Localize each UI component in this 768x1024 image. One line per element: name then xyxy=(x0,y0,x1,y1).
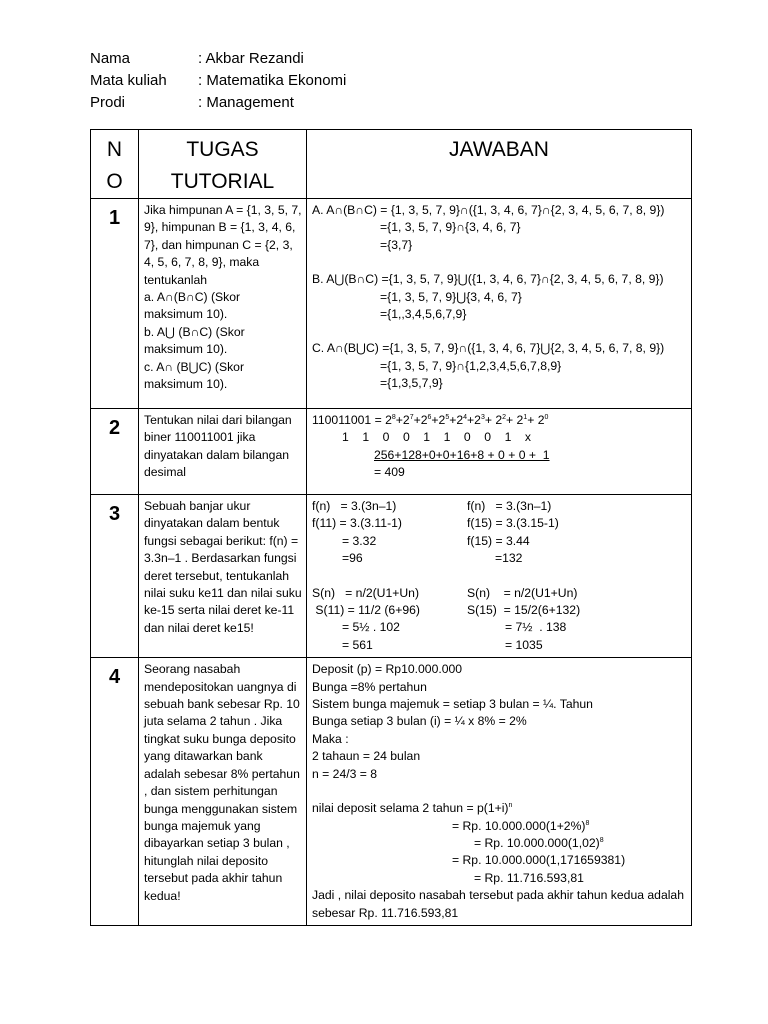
binary-expansion-line xyxy=(312,412,687,429)
answer-line: =132 xyxy=(495,551,523,566)
answer-line-text: = Rp. 10.000.000(1,02) xyxy=(474,835,600,850)
binary-connector: + 2 xyxy=(506,413,524,427)
binary-sum-line xyxy=(312,447,687,464)
answer-line: Deposit (p) = Rp10.000.000 xyxy=(312,662,463,677)
assignment-table xyxy=(90,129,692,926)
header-value: : Akbar Rezandi xyxy=(198,50,304,67)
question-cell xyxy=(139,658,307,926)
answer-line: = 3.32 xyxy=(342,533,377,548)
binary-connector: +2 xyxy=(395,413,410,427)
header-tugas xyxy=(139,130,307,199)
answer-line xyxy=(312,835,687,852)
binary-exponent: 3 xyxy=(480,413,485,421)
answer-line: =96 xyxy=(342,551,363,566)
answer-line: A. A∩(B∩C) = {1, 3, 5, 7, 9}∩({1, 3, 4, 6, 7}∩{2, 3, 4, 5, 6, 7, 8, 9}) xyxy=(312,203,665,217)
answer-line: f(n) = 3.(3n–1) xyxy=(467,499,552,513)
answer-line: ={3,7} xyxy=(380,237,413,252)
answer-two-columns xyxy=(312,498,687,654)
binary-exponent: 6 xyxy=(427,413,432,421)
answer-line: ={1, 3, 5, 7, 9}⋃{3, 4, 6, 7} xyxy=(380,289,522,304)
table-header-row xyxy=(91,130,692,199)
answer-line: S(n) = n/2(U1+Un) xyxy=(467,585,578,600)
binary-result-line: = 409 xyxy=(374,465,405,480)
row-number: 2 xyxy=(91,409,139,495)
answer-line: = 1035 xyxy=(505,637,543,652)
question-text: Tentukan nilai dari bilangan biner 110011001 jika dinyatakan dalam bilangan desimal xyxy=(144,413,292,480)
answer-line: = 561 xyxy=(342,637,373,652)
answer-line: f(n) = 3.(3n–1) xyxy=(312,499,397,513)
answer-line: ={1,3,5,7,9} xyxy=(380,376,443,391)
answer-line xyxy=(312,800,687,817)
answer-line: = 7½ . 138 xyxy=(505,620,567,635)
binary-connector: +2 xyxy=(467,413,481,427)
exponent: 8 xyxy=(585,819,590,827)
answer-line: C. A∩(B⋃C) ={1, 3, 5, 7, 9}∩({1, 3, 4, 6, 7}⋃{2, 3, 4, 5, 6, 7, 8, 9}) xyxy=(312,341,665,356)
binary-digits-line: 1 1 0 0 1 1 0 0 1 x xyxy=(342,430,531,445)
row-number: 3 xyxy=(91,495,139,658)
answer-cell xyxy=(307,658,692,926)
answer-line: f(15) = 3.(3.15-1) xyxy=(467,516,559,531)
answer-line: Bunga setiap 3 bulan (i) = ¼ x 8% = 2% xyxy=(312,714,527,729)
binary-connector: +2 xyxy=(413,413,428,427)
header-no xyxy=(91,130,139,199)
answer-line: S(n) = n/2(U1+Un) xyxy=(312,585,420,600)
header-row-nama xyxy=(90,48,346,70)
binary-exponent: 1 xyxy=(523,413,528,421)
question-cell xyxy=(139,199,307,409)
table-row xyxy=(91,199,692,409)
answer-line: = Rp. 10.000.000(1,171659381) xyxy=(452,853,626,868)
answer-line: S(11) = 11/2 (6+96) xyxy=(312,603,420,618)
binary-exponent: 5 xyxy=(445,413,450,421)
answer-line: Bunga =8% pertahun xyxy=(312,679,427,694)
answer-right-column xyxy=(467,498,687,654)
answer-line-text: = Rp. 10.000.000(1+2%) xyxy=(452,818,586,833)
binary-connector: +2 xyxy=(431,413,446,427)
question-text: Sebuah banjar ukur dinyatakan dalam bentuk fungsi sebagai berikut: f(n) = 3.3n–1 . Berdasarkan fungsi deret tersebut, tentukanlah nilai suku ke11 dan nilai suku ke-15 serta nilai deret ke-11 dan nilai deret ke15! xyxy=(144,499,302,635)
answer-cell xyxy=(307,199,692,409)
answer-line: n = 24/3 = 8 xyxy=(312,766,378,781)
binary-exponent: 4 xyxy=(463,413,468,421)
binary-expansion-prefix: 110011001 = 2 xyxy=(312,413,392,427)
document-header xyxy=(90,48,346,114)
table-row xyxy=(91,658,692,926)
answer-cell xyxy=(307,409,692,495)
answer-line: f(15) = 3.44 xyxy=(467,533,530,548)
header-tugas-line1: TUGAS xyxy=(186,138,259,161)
question-cell xyxy=(139,409,307,495)
answer-line-text: nilai deposit selama 2 tahun = p(1+i) xyxy=(312,801,509,816)
table-row xyxy=(91,409,692,495)
row-number: 1 xyxy=(91,199,139,409)
header-label: Prodi xyxy=(90,94,126,111)
answer-line xyxy=(312,818,687,835)
exponent: n xyxy=(508,802,513,810)
answer-line: B. A⋃(B∩C) ={1, 3, 5, 7, 9}⋃({1, 3, 4, 6, 7}∩{2, 3, 4, 5, 6, 7, 8, 9}) xyxy=(312,272,664,287)
answer-line: = Rp. 11.716.593,81 xyxy=(474,870,584,885)
binary-exponent: 0 xyxy=(544,413,549,421)
binary-exponent: 8 xyxy=(391,413,396,421)
header-label: Mata kuliah xyxy=(90,72,167,89)
binary-exponent: 2 xyxy=(502,413,507,421)
header-label: Nama xyxy=(90,50,131,67)
header-no-line1: N xyxy=(106,138,123,161)
header-no-line2: O xyxy=(106,170,123,193)
answer-line: 2 tahaun = 24 bulan xyxy=(312,749,421,764)
exponent: 8 xyxy=(599,836,604,844)
header-value: : Matematika Ekonomi xyxy=(198,72,347,89)
binary-sum: 256+128+0+0+16+8 + 0 + 0 + 1 xyxy=(374,447,550,462)
header-row-prodi xyxy=(90,92,346,114)
question-text: Seorang nasabah mendepositokan uangnya di sebuah bank sebesar Rp. 10 juta selama 2 tahun . Jika tingkat suku bunga deposito yang ditawarkan bank adalah sebesar 8% pertahun , dan sistem perhitungan bunga menggunakan sistem bunga majemuk yang dibayarkan setiap 3 bulan , hitunglah nilai deposito tersebut pada akhir tahun kedua! xyxy=(144,662,300,903)
answer-cell xyxy=(307,495,692,658)
binary-powers xyxy=(392,413,549,427)
header-value: : Management xyxy=(198,94,294,111)
header-jawaban: JAWABAN xyxy=(307,130,692,199)
table-row xyxy=(91,495,692,658)
header-tugas-line2: TUTORIAL xyxy=(170,170,275,193)
binary-connector: + 2 xyxy=(527,413,545,427)
question-text: Jika himpunan A = {1, 3, 5, 7, 9}, himpunan B = {1, 3, 4, 6, 7}, dan himpunan C = {2, 3, 4, 5, 6, 7, 8, 9}, maka tentukanlah a. A∩(B∩C) (Skor maksimum 10). b. A⋃ (B∩C) (Skor maksimum 10). c. A∩ (B⋃C) (Skor maksimum 10). xyxy=(144,203,302,392)
answer-conclusion: Jadi , nilai deposito nasabah tersebut pada akhir tahun kedua adalah sebesar Rp. 11.716.593,81 xyxy=(312,888,684,920)
row-number: 4 xyxy=(91,658,139,926)
answer-line: ={1, 3, 5, 7, 9}∩{3, 4, 6, 7} xyxy=(380,220,521,235)
binary-exponent: 7 xyxy=(409,413,414,421)
answer-line: Maka : xyxy=(312,731,349,746)
answer-left-column xyxy=(312,498,467,654)
answer-line: S(15) = 15/2(6+132) xyxy=(467,603,581,618)
binary-connector: + 2 xyxy=(484,413,503,427)
answer-line: = 5½ . 102 xyxy=(342,620,400,635)
answer-line: ={1, 3, 5, 7, 9}∩{1,2,3,4,5,6,7,8,9} xyxy=(380,358,562,373)
answer-line: Sistem bunga majemuk = setiap 3 bulan = ¼. Tahun xyxy=(312,697,593,712)
question-cell xyxy=(139,495,307,658)
header-row-mata-kuliah xyxy=(90,70,346,92)
answer-line: ={1,,3,4,5,6,7,9} xyxy=(380,307,467,322)
answer-line: f(11) = 3.(3.11-1) xyxy=(312,516,402,531)
binary-connector: +2 xyxy=(449,413,464,427)
